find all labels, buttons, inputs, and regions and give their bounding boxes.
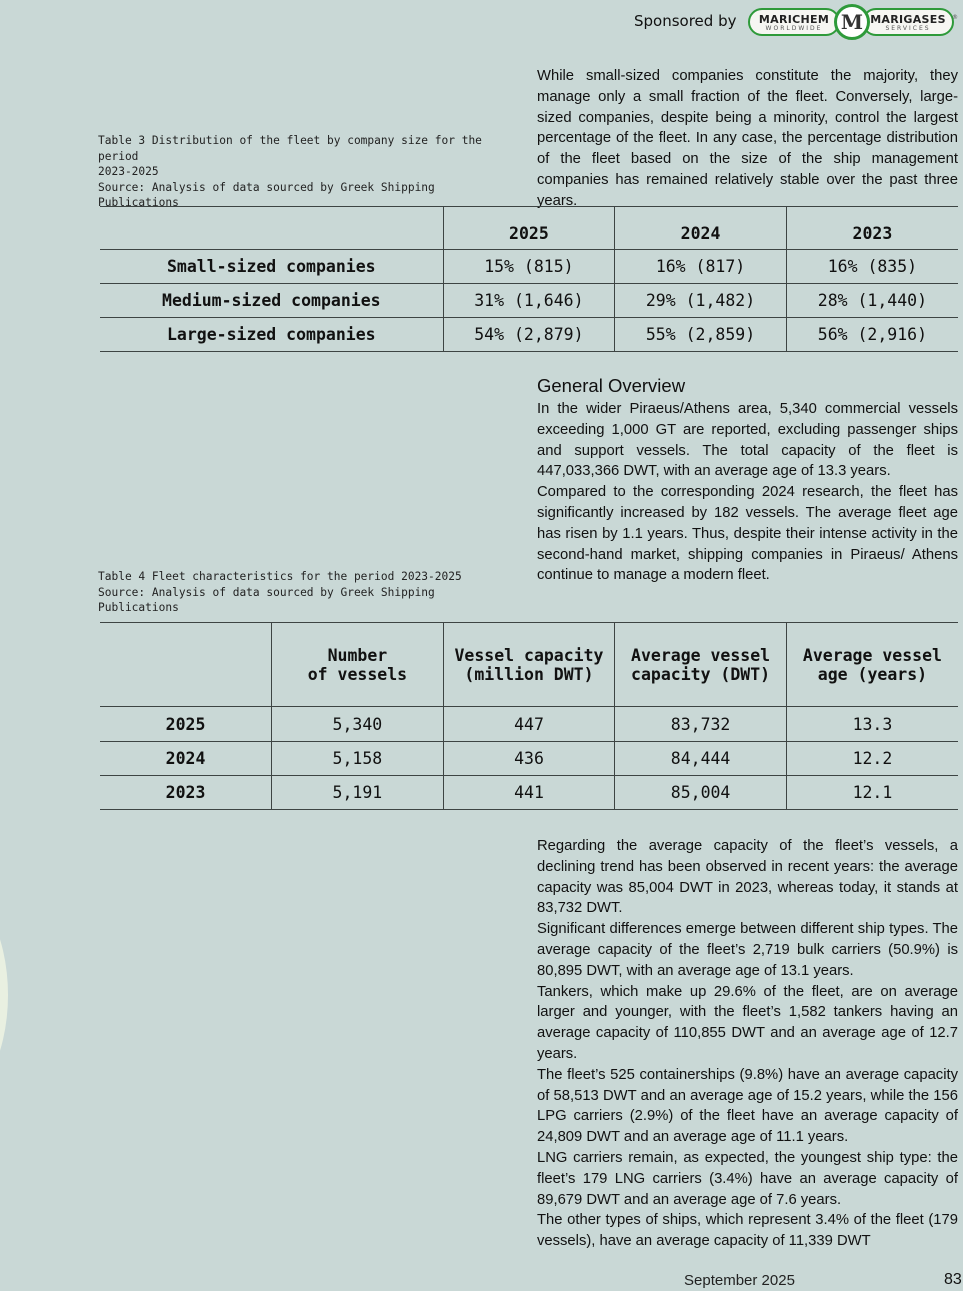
body-paragraph: The other types of ships, which represent 3.4% of the fleet (179 vessels), have an average capacity of 11,339 DWT xyxy=(537,1212,958,1250)
footer-date: September 2025 xyxy=(684,1272,795,1289)
body-paragraph: The fleet’s 525 containerships (9.8%) have an average capacity of 58,513 DWT and an average age of 15.2 years, while the 156 LPG carriers (2.9%) of the fleet have an average capacity of 24,809 DWT and an average age of 11.1 years. xyxy=(537,1066,958,1146)
table-header-cell xyxy=(100,207,443,250)
body-paragraph: Tankers, which make up 29.6% of the fleet, are on average larger and younger, with the fleet’s 1,582 tankers having an average capacity of 110,855 DWT and an average age of 12.7 years. xyxy=(537,983,958,1062)
logo-left-sub: WORLDWIDE xyxy=(765,25,823,32)
table-row xyxy=(100,318,958,352)
general-overview-body xyxy=(537,399,958,586)
body-paragraph: LNG carriers remain, as expected, the youngest ship type: the fleet’s 179 LNG carriers (3.4%) have an average capacity of 89,679 DWT and an average age of 7.6 years. xyxy=(537,1149,958,1208)
table-cell: 13.3 xyxy=(786,707,958,742)
row-label: Medium-sized companies xyxy=(162,291,381,310)
table-row xyxy=(100,250,958,284)
table-header-cell: Number of vessels xyxy=(272,623,444,707)
intro-text: While small-sized companies constitute the majority, they manage only a small fraction of the fleet. Conversely, large-sized companies, despite being a minority, control the largest percentage of the fleet. In any case, the percentage distribution of the fleet based on the size of the ship management companies has remained relatively stable over the past three years. xyxy=(537,68,958,209)
table-cell: 5,191 xyxy=(272,776,444,810)
table-cell: 54% (2,879) xyxy=(443,318,615,352)
table4-fleet-characteristics xyxy=(100,622,958,810)
table-cell: 12.1 xyxy=(786,776,958,810)
table-header-cell: 2025 xyxy=(443,207,615,250)
table4-caption-source: Source: Analysis of data sourced by Greek Shipping Publications xyxy=(98,585,435,614)
table-row xyxy=(100,707,958,742)
table-header-cell: Average vessel age (years) xyxy=(786,623,958,707)
row-label: Small-sized companies xyxy=(166,257,376,276)
table-header-cell: Average vessel capacity (DWT) xyxy=(615,623,787,707)
row-label: Large-sized companies xyxy=(166,325,376,344)
table-cell: 5,340 xyxy=(272,707,444,742)
table3-fleet-by-company-size xyxy=(100,206,958,352)
table-cell: 84,444 xyxy=(615,742,787,776)
section-heading: General Overview xyxy=(537,375,686,396)
logo-registered-mark: ® xyxy=(952,14,958,21)
table4-caption xyxy=(98,569,518,616)
table-row xyxy=(100,284,958,318)
table-header-cell: Vessel capacity (million DWT) xyxy=(443,623,615,707)
table3-caption-source: Source: Analysis of data sourced by Greek Shipping Publications xyxy=(98,180,435,209)
table-header-row xyxy=(100,623,958,707)
overview-paragraph: Compared to the corresponding 2024 research, the fleet has significantly increased by 182 vessels. The average fleet age has risen by 1.1 years. Thus, despite their intense activity in the second-hand market, shipping companies in Piraeus/ Athens continue to manage a modern fleet. xyxy=(537,484,958,584)
table-row xyxy=(100,776,958,810)
table-cell: 441 xyxy=(443,776,615,810)
table-cell: 55% (2,859) xyxy=(615,318,787,352)
table-row xyxy=(100,742,958,776)
table-cell: 83,732 xyxy=(615,707,787,742)
table-cell: 28% (1,440) xyxy=(786,284,958,318)
table-cell: 16% (817) xyxy=(615,250,787,284)
table-cell: 447 xyxy=(443,707,615,742)
table3-caption xyxy=(98,133,518,211)
row-label: 2025 xyxy=(165,714,206,734)
table-cell: 29% (1,482) xyxy=(615,284,787,318)
table-header-cell: 2023 xyxy=(786,207,958,250)
table-header-cell xyxy=(100,623,272,707)
table3-caption-period: 2023-2025 xyxy=(98,165,159,178)
table3-caption-title: Table 3 Distribution of the fleet by company size for the period xyxy=(98,134,482,163)
table-cell: 12.2 xyxy=(786,742,958,776)
logo-left-pill xyxy=(748,8,840,36)
body-paragraph: Significant differences emerge between different ship types. The average capacity of the fleet’s 2,719 bulk carriers (50.9%) is 80,895 DWT, with an average age of 13.1 years. xyxy=(537,921,958,979)
table4-caption-title: Table 4 Fleet characteristics for the period 2023-2025 xyxy=(98,570,462,583)
table-header-row xyxy=(100,207,958,250)
capacity-analysis-body xyxy=(537,836,958,1252)
logo-right-name: MARIGASES xyxy=(870,13,946,26)
sponsor-logo[interactable] xyxy=(746,4,956,40)
table-cell: 436 xyxy=(443,742,615,776)
table-cell: 56% (2,916) xyxy=(786,318,958,352)
row-label: 2023 xyxy=(165,783,206,802)
table-cell: 5,158 xyxy=(272,742,444,776)
table-header-cell: 2024 xyxy=(615,207,787,250)
page-number: 83 xyxy=(944,1271,962,1288)
overview-paragraph: In the wider Piraeus/Athens area, 5,340 commercial vessels exceeding 1,000 GT are reported, excluding passenger ships and support vessels. The total capacity of the fleet is 447,033,366 DWT, with an average age of 13.3 years. xyxy=(537,401,958,480)
logo-badge: M xyxy=(834,4,870,40)
intro-paragraph xyxy=(537,66,958,212)
row-label: 2024 xyxy=(165,749,206,768)
logo-right-pill xyxy=(862,8,954,36)
table-cell: 85,004 xyxy=(615,776,787,810)
table-cell: 16% (835) xyxy=(786,250,958,284)
table-cell: 15% (815) xyxy=(443,250,615,284)
decorative-circle xyxy=(0,880,8,1110)
body-paragraph: Regarding the average capacity of the fleet’s vessels, a declining trend has been observed in recent years: the average capacity was 85,004 DWT in 2023, whereas today, it stands at 83,732 DWT. xyxy=(537,838,958,917)
logo-left-name: MARICHEM xyxy=(758,13,830,26)
logo-right-sub: SERVICES xyxy=(885,25,931,32)
table-cell: 31% (1,646) xyxy=(443,284,615,318)
sponsor-label: Sponsored by xyxy=(634,12,737,30)
